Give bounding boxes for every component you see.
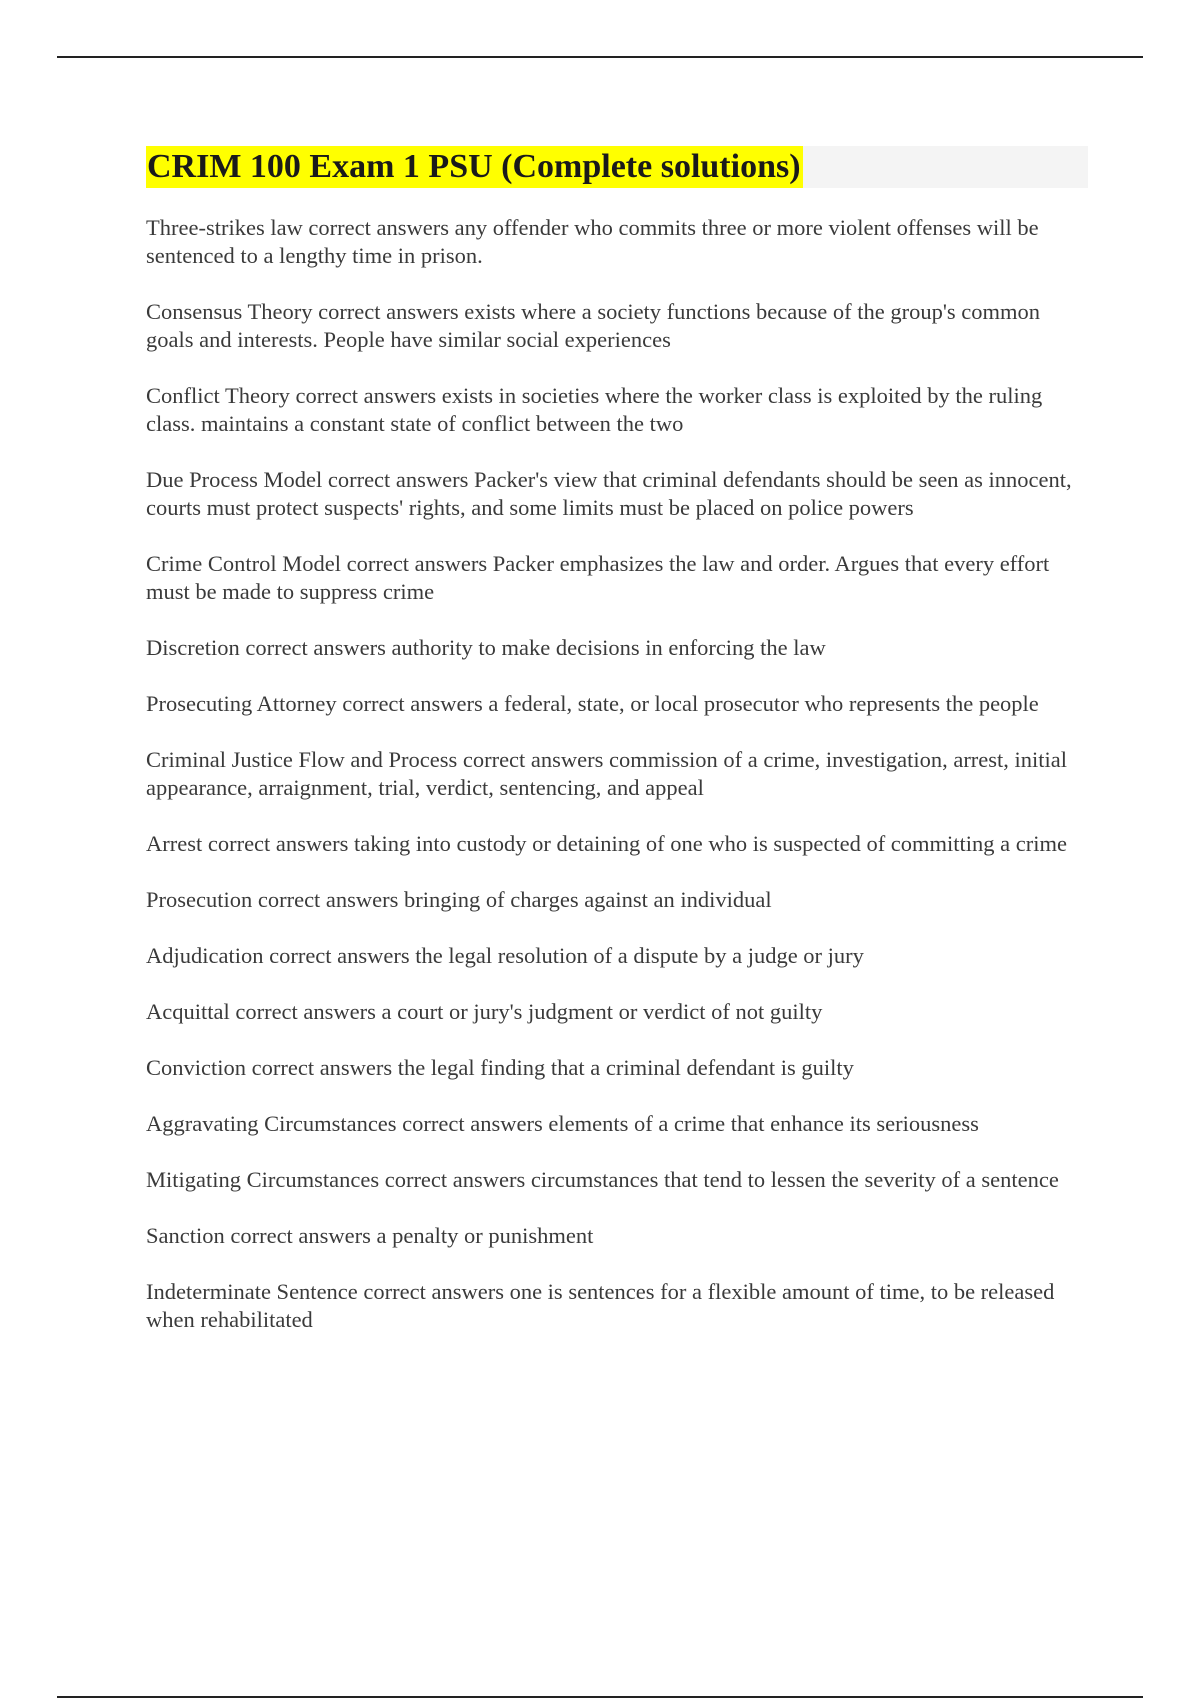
- entry-item: Aggravating Circumstances correct answers elements of a crime that enhance its seriousness: [146, 1111, 979, 1136]
- entry-item: Conviction correct answers the legal finding that a criminal defendant is guilty: [146, 1055, 854, 1080]
- entry-item: Three-strikes law correct answers any offender who commits three or more violent offenses will be sentenced to a lengthy time in prison.: [146, 215, 1039, 268]
- entry-item: Mitigating Circumstances correct answers circumstances that tend to lessen the severity of a sentence: [146, 1167, 1059, 1192]
- entry-item: Consensus Theory correct answers exists where a society functions because of the group's common goals and interests. People have similar social experiences: [146, 299, 1041, 352]
- document-title: CRIM 100 Exam 1 PSU (Complete solutions): [146, 146, 803, 188]
- entry-item: Crime Control Model correct answers Packer emphasizes the law and order. Argues that every effort must be made to suppress crime: [146, 551, 1050, 604]
- entry-item: Prosecution correct answers bringing of charges against an individual: [146, 887, 772, 912]
- entry-item: Sanction correct answers a penalty or punishment: [146, 1223, 594, 1248]
- title-bar: [146, 146, 1088, 188]
- bottom-rule: [57, 1696, 1143, 1698]
- entry-item: Indeterminate Sentence correct answers one is sentences for a flexible amount of time, to be released when rehabilitated: [146, 1279, 1055, 1332]
- entry-item: Prosecuting Attorney correct answers a federal, state, or local prosecutor who represents the people: [146, 691, 1039, 716]
- entry-item: Criminal Justice Flow and Process correct answers commission of a crime, investigation, arrest, initial appearance, arraignment, trial, verdict, sentencing, and appeal: [146, 747, 1068, 800]
- entry-list: [146, 214, 1086, 1362]
- entry-item: Arrest correct answers taking into custody or detaining of one who is suspected of committing a crime: [146, 831, 1068, 856]
- top-rule: [57, 56, 1143, 58]
- entry-item: Acquittal correct answers a court or jury's judgment or verdict of not guilty: [146, 999, 823, 1024]
- entry-item: Conflict Theory correct answers exists in societies where the worker class is exploited by the ruling class. maintains a constant state of conflict between the two: [146, 383, 1043, 436]
- entry-item: Adjudication correct answers the legal resolution of a dispute by a judge or jury: [146, 943, 864, 968]
- entry-item: Due Process Model correct answers Packer's view that criminal defendants should be seen as innocent, courts must protect suspects' rights, and some limits must be placed on police powers: [146, 467, 1072, 520]
- entry-item: Discretion correct answers authority to make decisions in enforcing the law: [146, 635, 826, 660]
